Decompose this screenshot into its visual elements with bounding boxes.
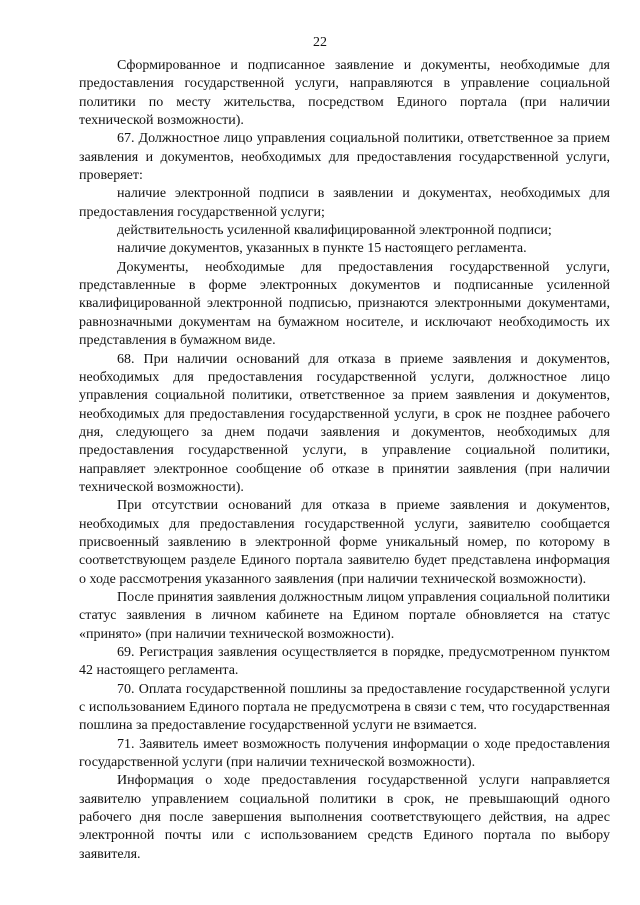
paragraph: Информация о ходе предоставления государственной услуги направляется заявителю управлением социальной политики в срок, не превышающий одного рабочего дня после завершения выполнения соответствующего действия, на адрес электронной почты или с использованием средств Единого портала по выбору заявителя. xyxy=(79,773,610,862)
paragraph-68: 68. При наличии оснований для отказа в приеме заявления и документов, необходимых для предоставления государственной услуги, должностное лицо управления социальной политики, ответственное за прием заявления и документов, необходимых для предоставления государственной услуги, в срок не позднее рабочего дня, следующего за днем подачи заявления и документов, необходимых для предоставления государственной услуги, в управление социальной политики, направляет электронное сообщение об отказе в принятии заявления (при наличии технической возможности). xyxy=(79,351,610,495)
paragraph: После принятия заявления должностным лицом управления социальной политики статус заявления в личном кабинете на Едином портале обновляется на статус «принято» (при наличии технической возможности). xyxy=(79,589,611,642)
paragraph: Документы, необходимые для предоставления государственной услуги, представленные в форме электронных документов и подписанные усиленной квалифицированной электронной подписью, признаются электронными документами, равнозначными документам на бумажном носителе, и исключают необходимость их представления в бумажном виде. xyxy=(79,259,610,349)
paragraph: наличие электронной подписи в заявлении и документах, необходимых для предоставления государственной услуги; xyxy=(79,186,610,220)
document-body xyxy=(79,57,610,864)
paragraph-70: 70. Оплата государственной пошлины за предоставление государственной услуги с использованием Единого портала не предусмотрена в связи с тем, что государственная пошлина за предоставление государственной услуги не взимается. xyxy=(79,681,610,734)
paragraph: При отсутствии оснований для отказа в приеме заявления и документов, необходимых для предоставления государственной услуги, заявителю сообщается присвоенный заявлению в электронной форме уникальный номер, по которому в соответствующем разделе Единого портала заявителю будет представлена информация о ходе рассмотрения указанного заявления (при наличии технической возможности). xyxy=(79,498,610,587)
paragraph-69: 69. Регистрация заявления осуществляется в порядке, предусмотренном пунктом 42 настоящего регламента. xyxy=(79,645,610,679)
paragraph: наличие документов, указанных в пункте 15 настоящего регламента. xyxy=(117,241,527,257)
paragraph: Сформированное и подписанное заявление и документы, необходимые для предоставления государственной услуги, направляются в управление социальной политики по месту жительства, посредством Единого портала (при наличии технической возможности). xyxy=(79,58,610,129)
paragraph: действительность усиленной квалифицированной электронной подписи; xyxy=(117,223,552,239)
page-number: 22 xyxy=(313,35,327,50)
paragraph-71: 71. Заявитель имеет возможность получения информации о ходе предоставления государственной услуги (при наличии технической возможности). xyxy=(79,736,610,771)
paragraph-67: 67. Должностное лицо управления социальной политики, ответственное за прием заявления и документов, необходимых для предоставления государственной услуги, проверяет: xyxy=(79,131,610,184)
